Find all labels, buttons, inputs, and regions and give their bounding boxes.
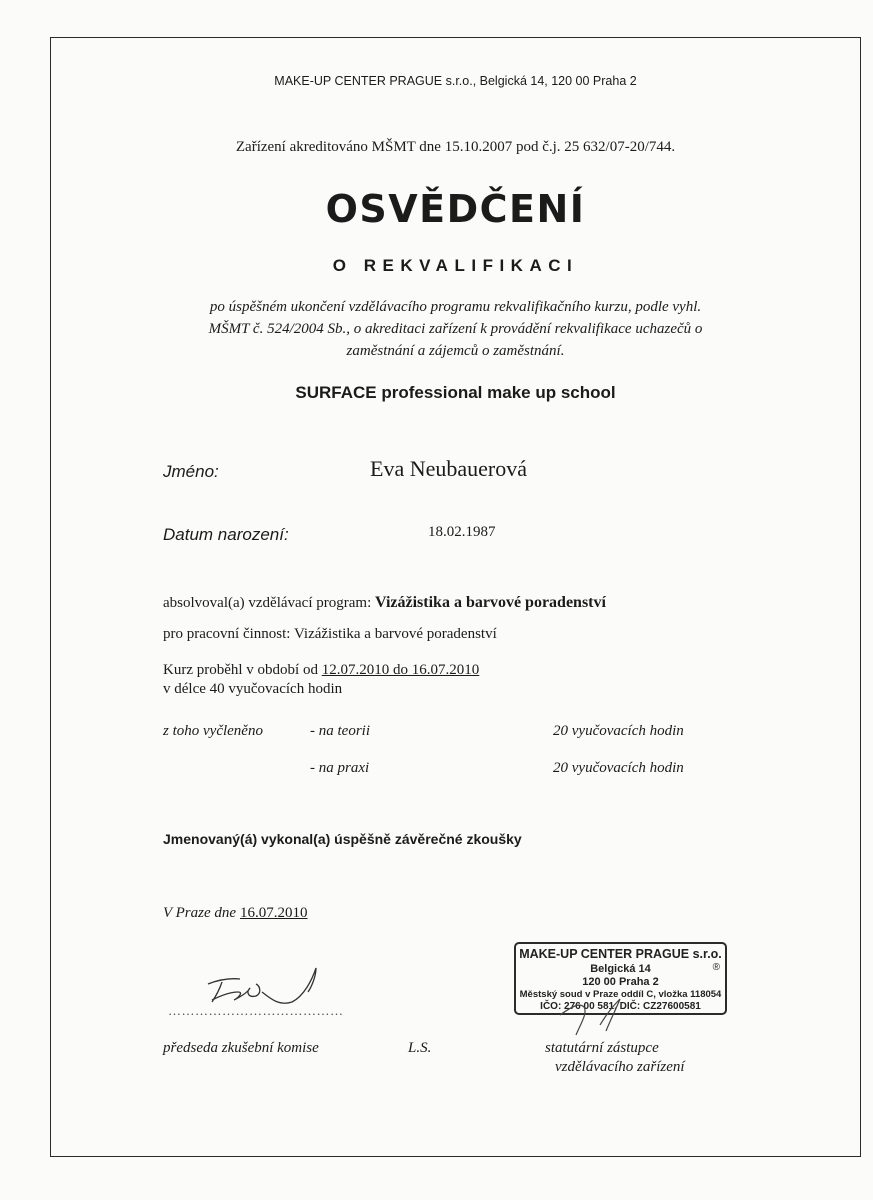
program-line (163, 594, 606, 612)
name-label: Jméno: (163, 462, 219, 481)
description-line-1: po úspěšném ukončení vzdělávacího programu rekvalifikačního kurzu, podle vyhl. (209, 299, 702, 315)
person-name: Eva Neubauerová (370, 456, 527, 481)
signature-line: ………………………………… (168, 1003, 344, 1018)
accreditation-line: Zařízení akreditováno MŠMT dne 15.10.2007 pod č.j. 25 632/07-20/744. (235, 139, 676, 155)
school-name: SURFACE professional make up school (295, 383, 616, 402)
practice-label: - na praxi (310, 760, 370, 776)
registered-mark-icon: ® (712, 962, 720, 973)
chair-label: předseda zkušební komise (163, 1040, 319, 1056)
dob-label: Datum narození: (163, 525, 289, 544)
description-line-3: zaměstnání a zájemců o zaměstnání. (346, 343, 565, 359)
stamp-court-registration: Městský soud v Praze oddíl C, vložka 118054 (519, 989, 722, 1000)
course-period-value: 12.07.2010 do 16.07.2010 (321, 662, 480, 678)
representative-label-2: vzdělávacího zařízení (555, 1059, 685, 1075)
program-label: absolvoval(a) vzdělávací program: (163, 595, 372, 611)
program-description (50, 296, 861, 362)
place-prefix: V Praze dne (163, 905, 237, 921)
course-period-label: Kurz proběhl v období od (163, 662, 318, 678)
stamp-company-name: MAKE-UP CENTER PRAGUE s.r.o. (519, 947, 722, 961)
work-line (163, 626, 497, 643)
work-value: Vizážistika a barvové poradenství (293, 626, 497, 642)
representative-label-1: statutární zástupce (545, 1040, 659, 1056)
certificate-subtitle: O REKVALIFIKACI (332, 256, 579, 275)
practice-hours: 20 vyučovacích hodin (553, 760, 684, 776)
exam-statement: Jmenovaný(á) vykonal(a) úspěšně závěrečné zkoušky (163, 831, 522, 847)
work-label: pro pracovní činnost: (163, 626, 291, 642)
date-of-birth: 18.02.1987 (428, 524, 496, 540)
stamp-city: 120 00 Praha 2 (582, 976, 659, 988)
course-period-line (163, 662, 479, 679)
program-value: Vizážistika a barvové poradenství (375, 594, 606, 611)
issue-date: 16.07.2010 (240, 905, 308, 921)
course-length: v délce 40 vyučovacích hodin (163, 681, 343, 697)
representative-signature (540, 985, 650, 1045)
description-line-2: MŠMT č. 524/2004 Sb., o akreditaci zařízení k provádění rekvalifikace uchazečů o (208, 321, 703, 337)
seal-place-label: L.S. (408, 1040, 432, 1056)
certificate-title: OSVĚDČENÍ (325, 187, 586, 231)
stamp-street: Belgická 14 (590, 963, 651, 975)
theory-hours: 20 vyučovacích hodin (553, 723, 684, 739)
company-header: MAKE-UP CENTER PRAGUE s.r.o., Belgická 14, 120 00 Praha 2 (274, 74, 637, 88)
place-date-line (163, 904, 308, 922)
stamp-tax-ids: IČO: 276 00 581, DIČ: CZ27600581 (540, 1001, 701, 1012)
theory-label: - na teorii (310, 723, 370, 739)
breakdown-label: z toho vyčleněno (163, 723, 263, 739)
